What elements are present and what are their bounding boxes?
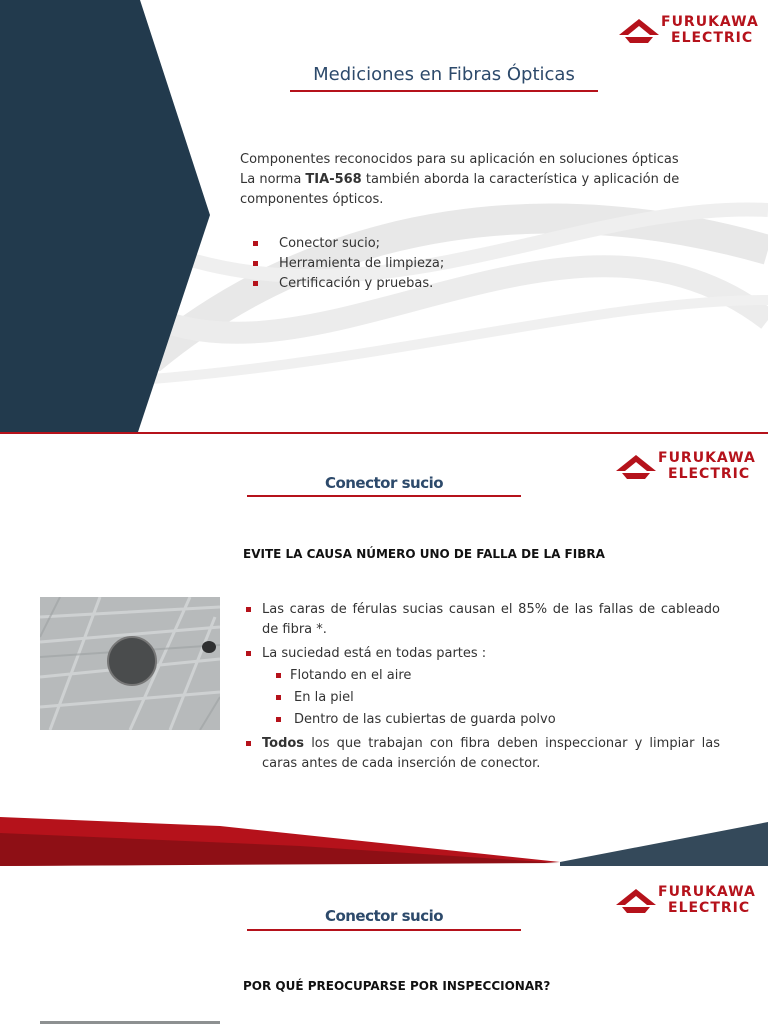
bullet-square-icon — [253, 281, 258, 286]
title-underline — [247, 929, 521, 931]
bullet-square-icon — [276, 717, 281, 722]
slide-1-title: Mediciones en Fibras Ópticas — [313, 64, 575, 85]
slide-1-bullet-list — [253, 234, 444, 294]
intro-line-1: Componentes reconocidos para su aplicación en soluciones ópticas — [240, 152, 679, 167]
list-item: Todos los que trabajan con fibra deben inspeccionar y limpiar las caras antes de cada inserción de conector. — [246, 734, 720, 774]
furukawa-logo — [614, 450, 754, 490]
furukawa-logo — [614, 884, 754, 924]
list-item: La suciedad está en todas partes : — [246, 644, 720, 664]
list-item: Las caras de férulas sucias causan el 85% de las fallas de cableado de fibra *. — [246, 600, 720, 640]
title-underline — [247, 495, 521, 497]
slide-2 — [0, 434, 768, 866]
slide-2-heading: EVITE LA CAUSA NÚMERO UNO DE FALLA DE LA FIBRA — [243, 547, 605, 561]
ferrule-face-image — [40, 597, 220, 730]
bullet-square-icon — [246, 607, 251, 612]
slide-2-bullet-list — [246, 600, 720, 774]
bullet-square-icon — [253, 261, 258, 266]
logo-line-2: ELECTRIC — [668, 466, 751, 482]
sub-list-item: Flotando en el aire — [246, 666, 720, 686]
slide-3-heading: POR QUÉ PREOCUPARSE POR INSPECCIONAR? — [243, 979, 551, 993]
logo-line-2: ELECTRIC — [671, 30, 754, 46]
slide-3 — [0, 868, 768, 1024]
logo-line-1: FURUKAWA — [658, 450, 756, 466]
intro-line-3: componentes ópticos. — [240, 192, 384, 207]
dirty-connector-photo — [40, 597, 220, 730]
slide-2-title: Conector sucio — [324, 474, 444, 492]
logo-line-1: FURUKAWA — [661, 14, 759, 30]
list-item: Certificación y pruebas. — [253, 274, 444, 294]
bullet-square-icon — [253, 241, 258, 246]
title-underline — [290, 90, 598, 92]
slide-1 — [0, 0, 768, 434]
intro-line-2-suffix: también aborda la característica y aplicación de — [361, 172, 680, 187]
bullet-square-icon — [276, 695, 281, 700]
list-item: Conector sucio; — [253, 234, 444, 254]
bullet-square-icon — [276, 673, 281, 678]
logo-line-1: FURUKAWA — [658, 884, 756, 900]
standard-name: TIA-568 — [305, 172, 362, 187]
intro-line-2 — [240, 170, 740, 190]
intro-line-2-prefix: La norma — [240, 172, 306, 187]
furukawa-logo — [617, 14, 757, 54]
bullet-square-icon — [246, 651, 251, 656]
logo-line-2: ELECTRIC — [668, 900, 751, 916]
bullet-square-icon — [246, 741, 251, 746]
furukawa-logo-icon — [614, 454, 658, 480]
list-item: Herramienta de limpieza; — [253, 254, 444, 274]
furukawa-logo-icon — [617, 18, 661, 44]
sub-list-item: Dentro de las cubiertas de guarda polvo — [246, 710, 720, 730]
furukawa-logo-icon — [614, 888, 658, 914]
sub-list-item: En la piel — [246, 688, 720, 708]
slide-1-intro — [240, 150, 740, 210]
slide-3-title: Conector sucio — [324, 907, 444, 925]
